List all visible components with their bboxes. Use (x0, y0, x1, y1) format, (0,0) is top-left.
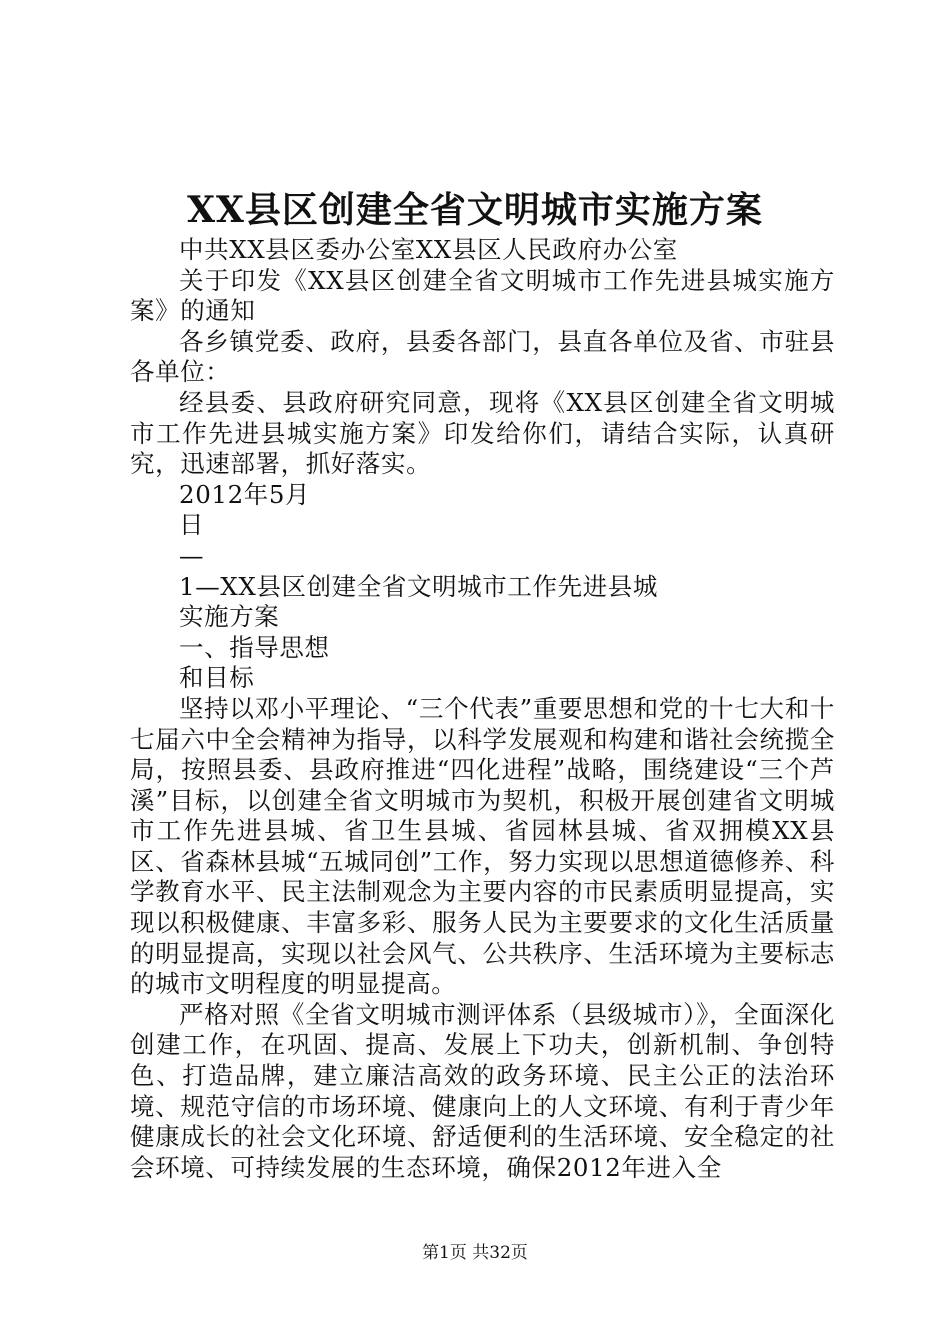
plan-heading-continued: 实施方案 (179, 602, 280, 632)
date-line: 2012年5月 (179, 479, 311, 509)
body-paragraph-guiding: 坚持以邓小平理论、“三个代表”重要思想和党的十七大和十七届六中全会精神为指导，以科学发展观和构建和谐社会统揽全局，按照县委、县政府推进“四化进程”战略，围绕建设“三个芦溪”目标，以创建全省文明城市为契机，积极开展创建省文明城市工作先进县城、省卫生县城、省园林县城、省双拥模XX县区、省森林县城“五城同创”工作，努力实现以思想道德修养、科学教育水平、民主法制观念为主要内容的市民素质明显提高，实现以积极健康、丰富多彩、服务人民为主要要求的文化生活质量的明显提高，实现以社会风气、公共秩序、生活环境为主要标志的城市文明程度的明显提高。 (130, 693, 835, 999)
notice-body: 经县委、县政府研究同意，现将《XX县区创建全省文明城市工作先进县城实施方案》印发给你们，请结合实际，认真研究，迅速部署，抓好落实。 (130, 387, 835, 479)
dash-line: — (179, 540, 205, 570)
section-heading-continued: 和目标 (179, 663, 255, 693)
plan-heading: 1—XX县区创建全省文明城市工作先进县城 (179, 571, 658, 601)
date-day-line: 日 (179, 510, 205, 540)
document-title: XX县区创建全省文明城市实施方案 (187, 189, 763, 231)
recipients-line: 各乡镇党委、政府，县委各部门，县直各单位及省、市驻县各单位： (130, 326, 835, 387)
section-heading-guiding-ideology: 一、指导思想 (179, 632, 330, 662)
page-number-footer: 第1页 共32页 (422, 1243, 528, 1263)
body-paragraph-standards: 严格对照《全省文明城市测评体系（县级城市）》，全面深化创建工作，在巩固、提高、发展上下功夫，创新机制、争创特色、打造品牌，建立廉洁高效的政务环境、民主公正的法治环境、规范守信的市场环境、健康向上的人文环境、有利于青少年健康成长的社会文化环境、舒适便利的生活环境、安全稳定的社会环境、可持续发展的生态环境，确保2012年进入全 (130, 999, 835, 1182)
document-body (130, 235, 835, 1183)
notice-title: 关于印发《XX县区创建全省文明城市工作先进县城实施方案》的通知 (130, 265, 835, 326)
issuing-office-line: 中共XX县区委办公室XX县区人民政府办公室 (179, 235, 678, 264)
